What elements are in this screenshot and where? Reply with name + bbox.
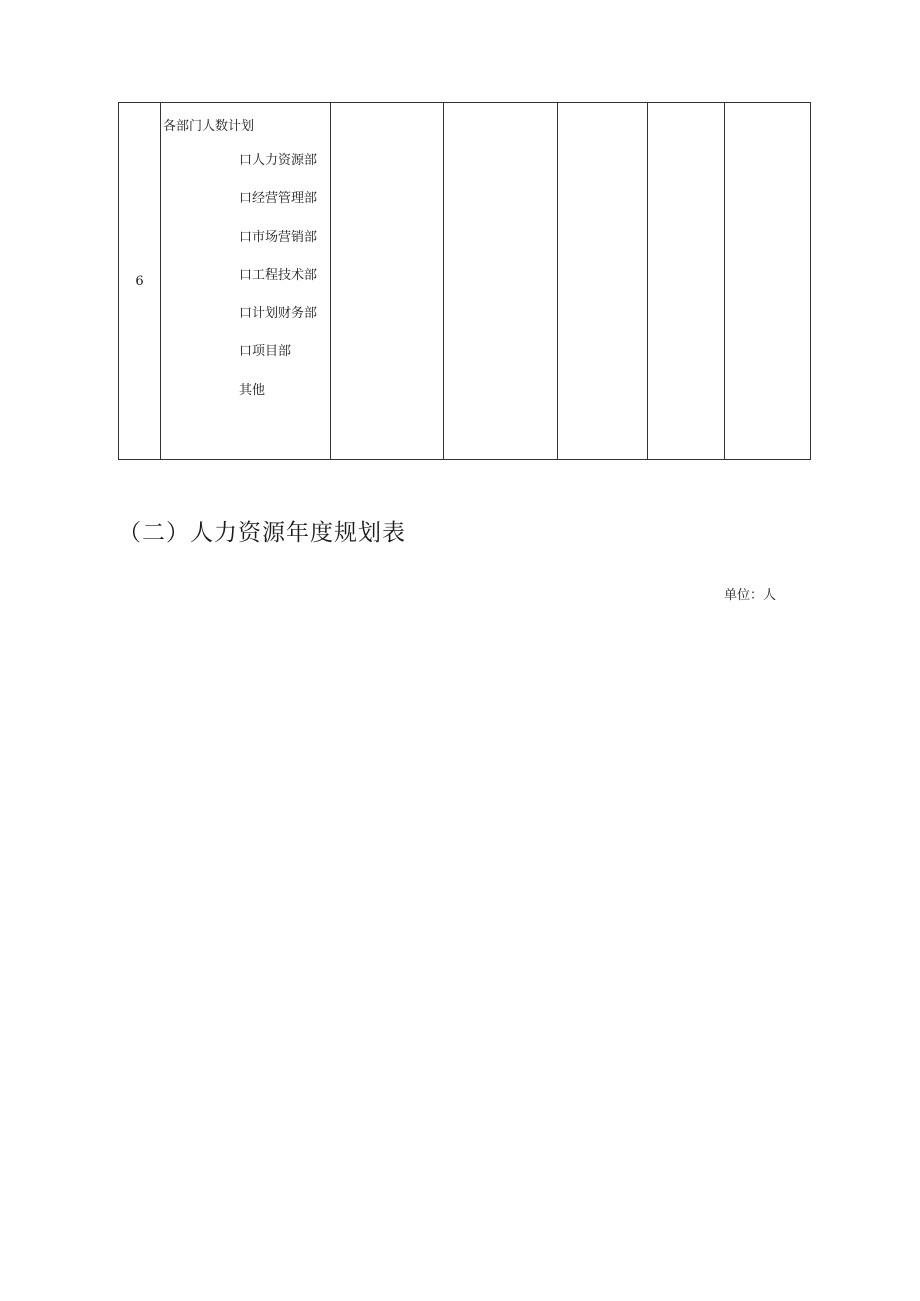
list-item: 口人力资源部 [239, 153, 318, 168]
list-item: 口工程技术部 [239, 267, 318, 283]
empty-cell [647, 103, 724, 460]
list-item: 口计划财务部 [239, 306, 318, 322]
list-item: 口市场营销部 [239, 229, 318, 245]
list-item: 口项目部 [239, 344, 292, 360]
row-number-cell [119, 103, 161, 460]
item-cell [161, 103, 331, 460]
item-title: 各部门人数计划 [163, 119, 255, 134]
list-item: 口经营管理部 [239, 191, 318, 207]
row-number: 6 [135, 273, 144, 289]
section-title: （二）人力资源年度规划表 [118, 520, 406, 546]
empty-cell [331, 103, 444, 460]
table-row [119, 103, 811, 460]
department-list [239, 151, 317, 419]
department-headcount-table [118, 102, 811, 460]
list-item: 其他 [239, 382, 266, 398]
unit-label: 单位：人 [724, 588, 777, 603]
empty-cell [557, 103, 647, 460]
empty-cell [724, 103, 810, 460]
empty-cell [444, 103, 557, 460]
